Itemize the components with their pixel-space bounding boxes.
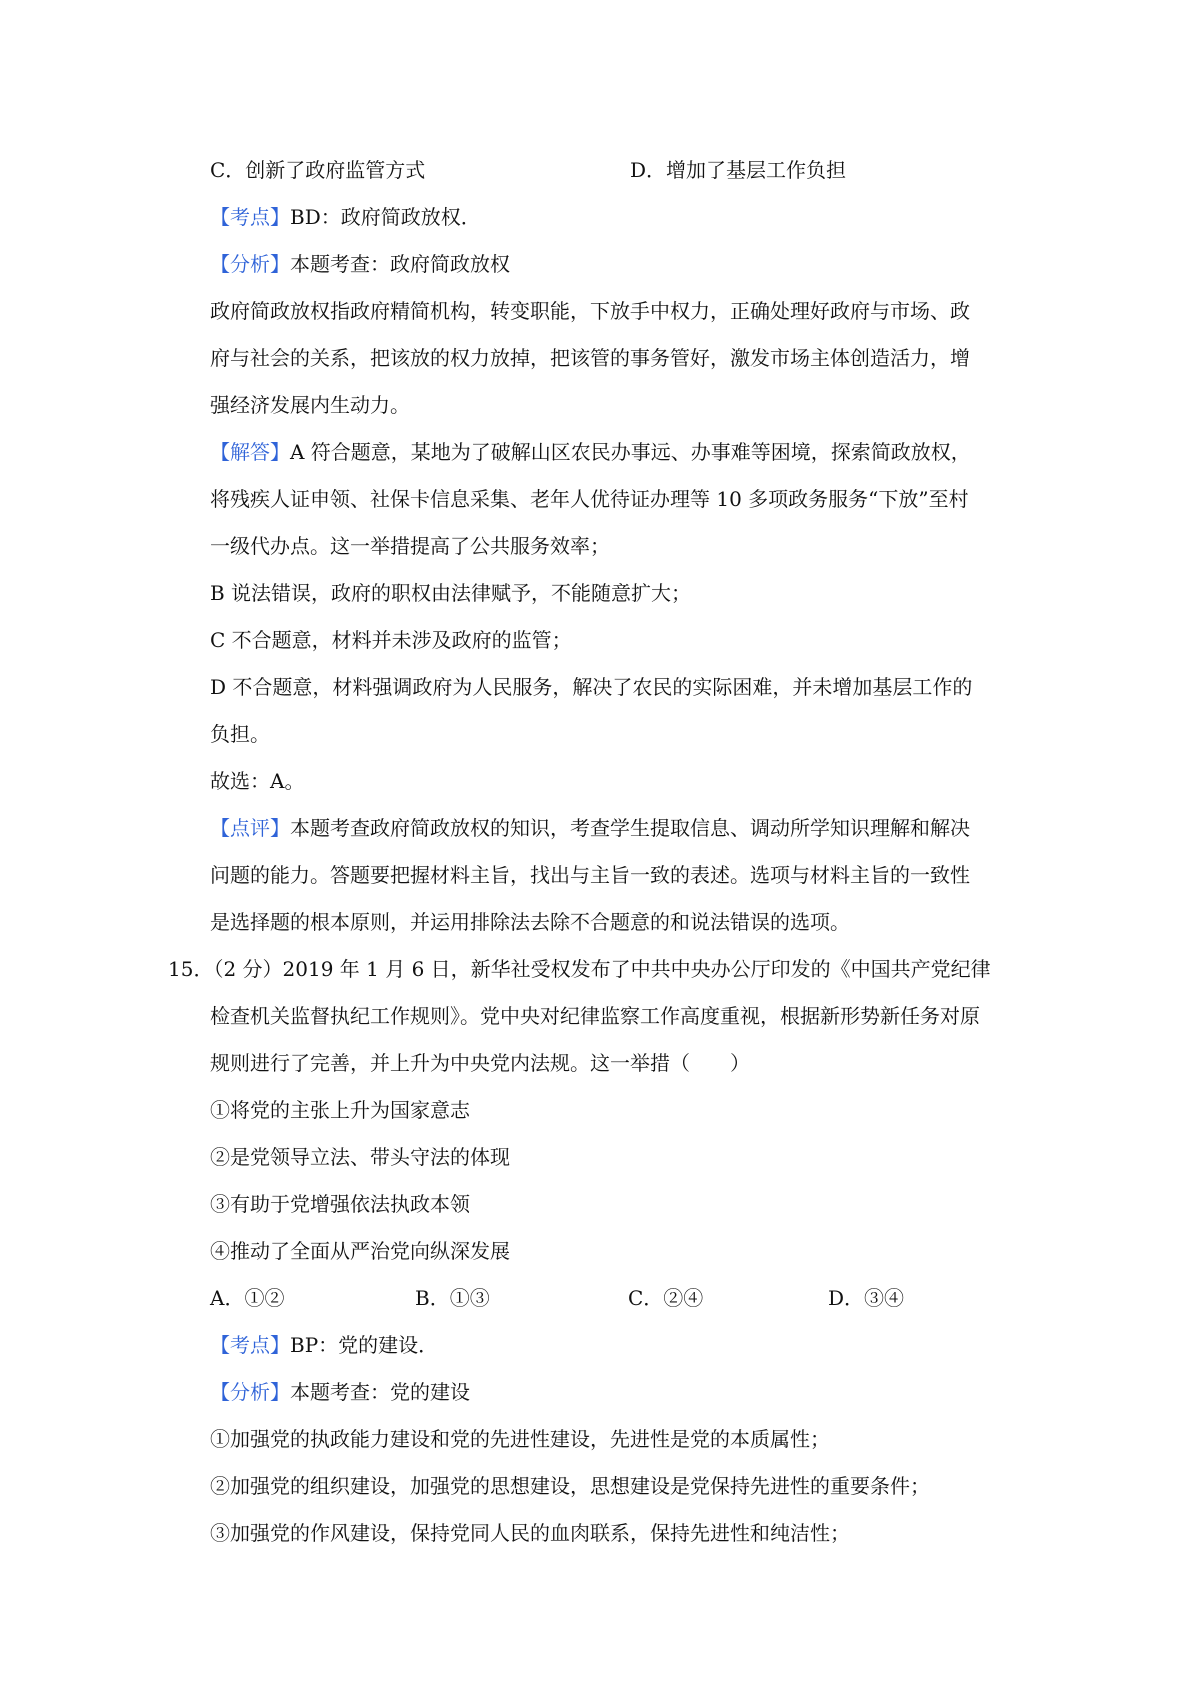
q15-option-b: B．①③ [415,1286,490,1310]
dianping-body-line: 问题的能力。答题要把握材料主旨，找出与主旨一致的表述。选项与材料主旨的一致性 [210,863,970,887]
question-15-stem: 15．（2 分）2019 年 1 月 6 日，新华社受权发布了中共中央办公厅印发的《中国共产党纪律 [168,957,991,981]
q15-kaodian-tag: 【考点】 [210,1333,290,1357]
q15-option-d: D．③④ [828,1286,905,1310]
jieda-body-line: B 说法错误，政府的职权由法律赋予，不能随意扩大； [210,581,692,605]
fenxi-body-line: 强经济发展内生动力。 [210,393,410,417]
dianping-first-line: 本题考查政府简政放权的知识，考查学生提取信息、调动所学知识理解和解决 [290,816,970,840]
jieda-body-line: C 不合题意，材料并未涉及政府的监管； [210,628,572,652]
q15-kaodian-line [210,1330,1030,1360]
q15-fenxi-tag: 【分析】 [210,1380,290,1404]
jieda-line [210,437,1030,467]
statement-1: ①将党的主张上升为国家意志 [210,1098,470,1122]
q15-fenxi-body-line: ③加强党的作风建设，保持党同人民的血肉联系，保持先进性和纯洁性； [210,1521,850,1545]
question-15-stem-line: 规则进行了完善，并上升为中央党内法规。这一举措（ ） [210,1051,750,1075]
q15-fenxi-body-line: ②加强党的组织建设，加强党的思想建设，思想建设是党保持先进性的重要条件； [210,1474,930,1498]
kaodian-text: BD：政府简政放权． [290,205,481,229]
dianping-line [210,813,1030,843]
question-15-stem-line: 检查机关监督执纪工作规则》。党中央对纪律监察工作高度重视，根据新形势新任务对原 [210,1004,980,1028]
fenxi-body-line: 政府简政放权指政府精简机构，转变职能，下放手中权力，正确处理好政府与市场、政 [210,299,970,323]
q15-fenxi-body-line: ①加强党的执政能力建设和党的先进性建设，先进性是党的本质属性； [210,1427,830,1451]
jieda-body-line: 将残疾人证申领、社保卡信息采集、老年人优待证办理等 10 多项政务服务“下放”至村 [210,487,969,511]
answer-line: 故选：A。 [210,769,305,793]
statement-4: ④推动了全面从严治党向纵深发展 [210,1239,510,1263]
dianping-tag: 【点评】 [210,816,290,840]
jieda-body-line: 一级代办点。这一举措提高了公共服务效率； [210,534,610,558]
q15-fenxi-line [210,1377,1030,1407]
statement-2: ②是党领导立法、带头守法的体现 [210,1145,510,1169]
jieda-tag: 【解答】 [210,440,290,464]
q15-option-c: C．②④ [628,1286,704,1310]
fenxi-text: 本题考查：政府简政放权 [290,252,510,276]
q15-fenxi-text: 本题考查：党的建设 [290,1380,470,1404]
statement-3: ③有助于党增强依法执政本领 [210,1192,470,1216]
option-d: D．增加了基层工作负担 [630,158,847,182]
option-c: C．创新了政府监管方式 [210,158,426,182]
q15-option-a: A．①② [210,1286,285,1310]
jieda-body-line: D 不合题意，材料强调政府为人民服务，解决了农民的实际困难，并未增加基层工作的 [210,675,973,699]
kaodian-line [210,202,1030,232]
kaodian-tag: 【考点】 [210,205,290,229]
fenxi-tag: 【分析】 [210,252,290,276]
fenxi-body-line: 府与社会的关系，把该放的权力放掉，把该管的事务管好，激发市场主体创造活力，增 [210,346,970,370]
dianping-body-line: 是选择题的根本原则，并运用排除法去除不合题意的和说法错误的选项。 [210,910,850,934]
q15-kaodian-text: BP：党的建设． [290,1333,439,1357]
jieda-body-line: 负担。 [210,722,270,746]
fenxi-line [210,249,1030,279]
jieda-first-line: A 符合题意，某地为了破解山区农民办事远、办事难等困境，探索简政放权， [290,440,971,464]
